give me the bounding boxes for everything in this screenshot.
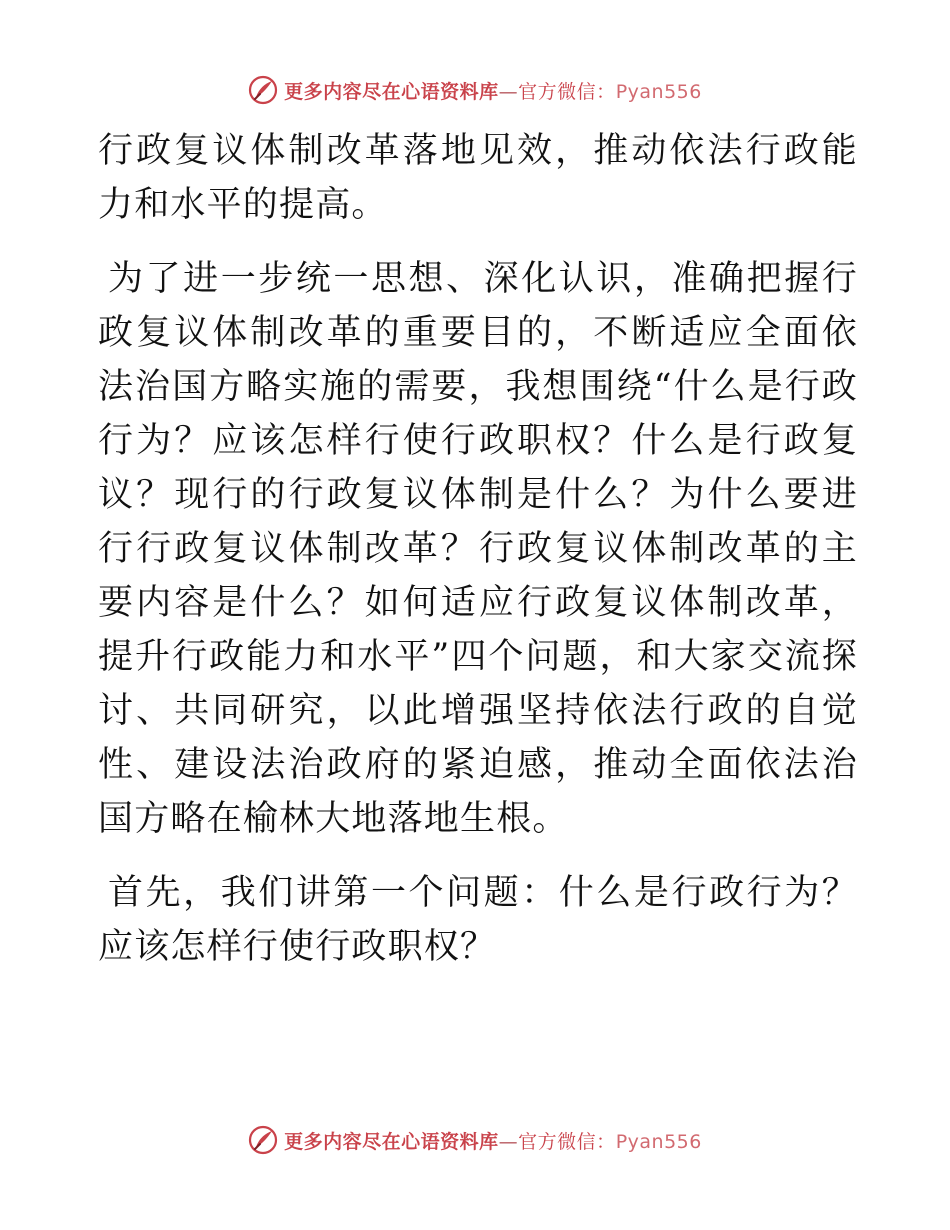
- paragraph-1: 行政复议体制改革落地见效，推动依法行政能力和水平的提高。: [98, 131, 858, 225]
- header-watermark-text: [284, 77, 702, 104]
- quill-logo-icon: [248, 1125, 278, 1155]
- quill-logo-icon: [248, 75, 278, 105]
- footer-watermark-separator: —: [498, 1130, 519, 1153]
- header-watermark-wechat-label: 官方微信：: [518, 80, 616, 103]
- footer-watermark-text: [284, 1127, 702, 1154]
- header-watermark-wechat-id: Pyan556: [615, 80, 702, 103]
- header-watermark-separator: —: [498, 80, 519, 103]
- footer-watermark-wechat-id: Pyan556: [615, 1130, 702, 1153]
- paragraph-3: 首先，我们讲第一个问题：什么是行政行为？应该怎样行使行政职权？: [98, 873, 858, 967]
- document-body: [98, 124, 858, 974]
- footer-watermark-wechat-label: 官方微信：: [518, 1130, 616, 1153]
- paragraph-2: 为了进一步统一思想、深化认识，准确把握行政复议体制改革的重要目的，不断适应全面依法治国方略实施的需要，我想围绕“什么是行政行为？应该怎样行使行政职权？什么是行政复议？现行的行政复议体制是什么？为什么要进行行政复议体制改革？行政复议体制改革的主要内容是什么？如何适应行政复议体制改革，提升行政能力和水平”四个问题，和大家交流探讨、共同研究，以此增强坚持依法行政的自觉性、建设法治政府的紧迫感，推动全面依法治国方略在榆林大地落地生根。: [98, 259, 858, 839]
- footer-watermark: [0, 1120, 950, 1160]
- header-watermark: [0, 70, 950, 110]
- header-watermark-main: 更多内容尽在心语资料库: [284, 80, 499, 103]
- footer-watermark-main: 更多内容尽在心语资料库: [284, 1130, 499, 1153]
